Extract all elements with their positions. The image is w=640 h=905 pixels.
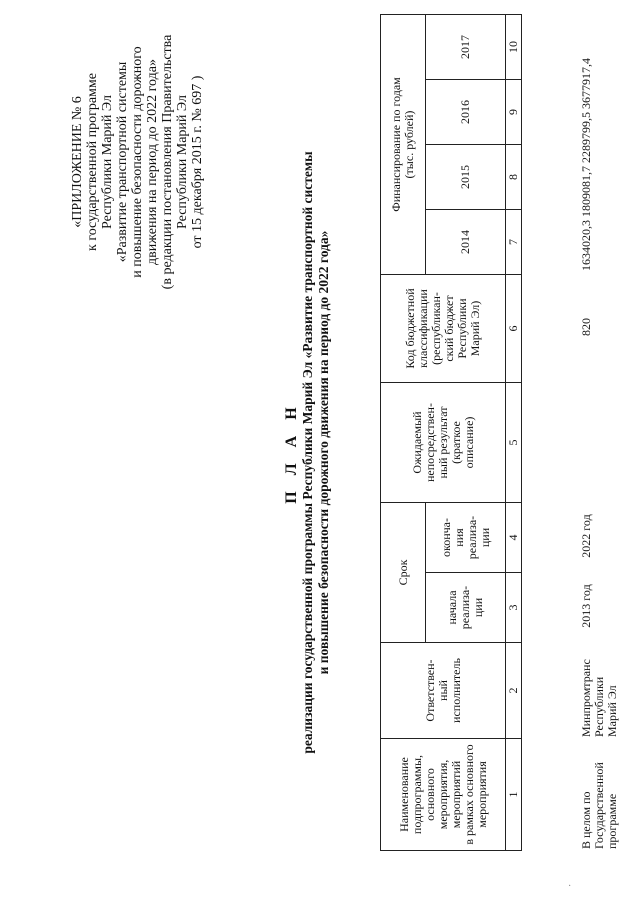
column-number: 8 — [506, 145, 522, 210]
header-term: Срок — [381, 503, 426, 643]
header-term-end: оконча- ния реализа- ции — [426, 503, 506, 573]
document-title: П Л А Н — [283, 401, 300, 504]
subtitle-line: и повышение безопасности дорожного движения на период до 2022 года» — [316, 230, 331, 675]
header-year: 2017 — [426, 15, 506, 80]
header-term-start: начала реализа- ции — [426, 573, 506, 643]
column-number: 5 — [506, 383, 522, 503]
appendix-line: движения на период до 2022 года» — [145, 59, 160, 265]
row-financing: 1634020,3 1809081,7 2289799,5 3677917,4 — [579, 58, 593, 271]
row-name: В целом по Государственной программе — [579, 762, 619, 849]
column-number: 4 — [506, 503, 522, 573]
column-number: 1 — [506, 739, 522, 851]
header-budget-code: Код бюджетной классификации (республикан- ский бюджет Республики Марий Эл) — [381, 275, 506, 383]
appendix-line: и повышение безопасности дорожного — [130, 46, 145, 278]
appendix-line: от 15 декабря 2015 г. № 697 ) — [190, 75, 205, 249]
column-number-row — [506, 15, 522, 851]
plan-table — [380, 14, 522, 851]
header-year: 2016 — [426, 80, 506, 145]
row-end: 2022 год — [579, 514, 593, 558]
column-number: 6 — [506, 275, 522, 383]
column-number: 9 — [506, 80, 522, 145]
header-year: 2014 — [426, 210, 506, 275]
row-budget-code: 820 — [579, 318, 593, 336]
column-number: 7 — [506, 210, 522, 275]
document-subtitle — [300, 85, 332, 820]
header-financing: Финансирование по годам (тыс. рублей) — [381, 15, 426, 275]
appendix-line: «Развитие транспортной системы — [115, 61, 130, 263]
header-result: Ожидаемый непосредствен- ный результат (краткое описание) — [381, 383, 506, 503]
column-number: 3 — [506, 573, 522, 643]
row-executor: Минпромтранс Республики Марий Эл — [579, 659, 619, 737]
appendix-line: «ПРИЛОЖЕНИЕ № 6 — [70, 96, 85, 228]
column-number: 2 — [506, 643, 522, 739]
row-start: 2013 год — [579, 584, 593, 628]
subtitle-line: реализации государственной программы Республики Марий Эл «Развитие транспортной системы — [300, 151, 315, 754]
header-year: 2015 — [426, 145, 506, 210]
appendix-block — [70, 17, 205, 307]
appendix-line: к государственной программе — [85, 73, 100, 251]
appendix-line: Республики Марий Эл — [175, 95, 190, 229]
header-executor: Ответствен- ный исполнитель — [381, 643, 506, 739]
scan-speck: · — [568, 881, 572, 892]
appendix-line: (в редакции постановления Правительства — [160, 34, 175, 290]
appendix-line: Республики Марий Эл — [100, 95, 115, 229]
column-number: 10 — [506, 15, 522, 80]
header-name: Наименование подпрограммы, основного мероприятия, мероприятий в рамках основного мероприятия — [381, 739, 506, 851]
